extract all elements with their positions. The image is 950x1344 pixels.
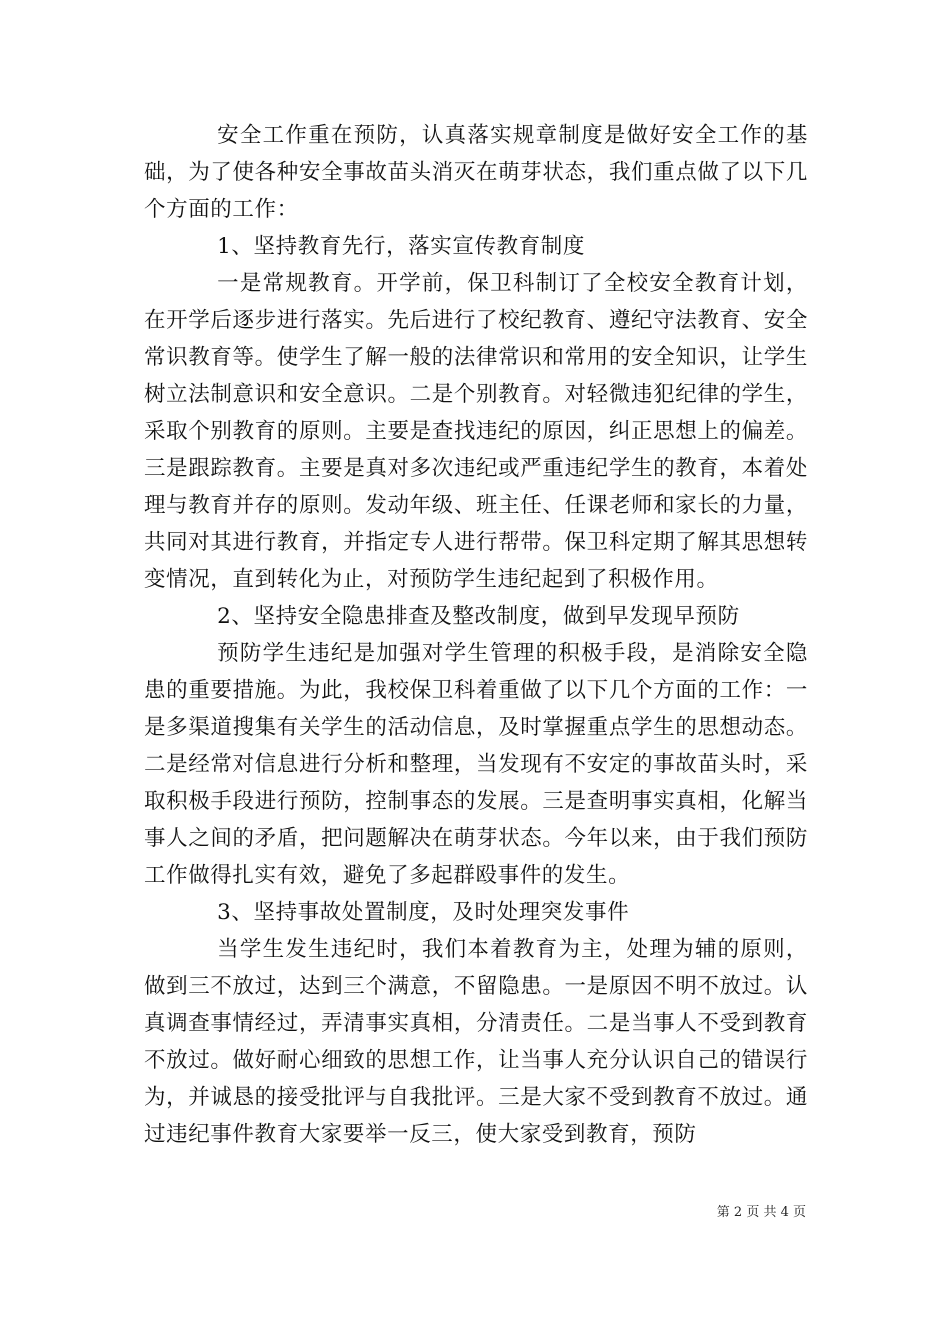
page-number-footer: 第 2 页 共 4 页: [716, 1205, 806, 1220]
section-heading-1: 1、坚持教育先行，落实宣传教育制度: [217, 234, 585, 259]
intro-paragraph: 安全工作重在预防，认真落实规章制度是做好安全工作的基础，为了使各种安全事故苗头消灭在萌芽状态，我们重点做了以下几个方面的工作：: [144, 123, 808, 222]
section-body-1: 一是常规教育。开学前，保卫科制订了全校安全教育计划，在开学后逐步进行落实。先后进行了校纪教育、遵纪守法教育、安全常识教育等。使学生了解一般的法律常识和常用的安全知识，让学生树立法制意识和安全意识。二是个别教育。对轻微违犯纪律的学生，采取个别教育的原则。主要是查找违纪的原因，纠正思想上的偏差。三是跟踪教育。主要是真对多次违纪或严重违纪学生的教育，本着处理与教育并存的原则。发动年级、班主任、任课老师和家长的力量，共同对其进行教育，并指定专人进行帮带。保卫科定期了解其思想转变情况，直到转化为止，对预防学生违纪起到了积极作用。: [144, 271, 808, 592]
section-body-3: 当学生发生违纪时，我们本着教育为主，处理为辅的原则，做到三不放过，达到三个满意，不留隐患。一是原因不明不放过。认真调查事情经过，弄清事实真相，分清责任。二是当事人不受到教育不放过。做好耐心细致的思想工作，让当事人充分认识自己的错误行为，并诚恳的接受批评与自我批评。三是大家不受到教育不放过。通过违纪事件教育大家要举一反三，使大家受到教育，预防: [144, 937, 808, 1147]
section-body-2: 预防学生违纪是加强对学生管理的积极手段，是消除安全隐患的重要措施。为此，我校保卫科着重做了以下几个方面的工作：一是多渠道搜集有关学生的活动信息，及时掌握重点学生的思想动态。二是经常对信息进行分析和整理，当发现有不安定的事故苗头时，采取积极手段进行预防，控制事态的发展。三是查明事实真相，化解当事人之间的矛盾，把问题解决在萌芽状态。今年以来，由于我们预防工作做得扎实有效，避免了多起群殴事件的发生。: [144, 641, 808, 888]
section-heading-3: 3、坚持事故处置制度，及时处理突发事件: [217, 900, 630, 925]
section-heading-2: 2、坚持安全隐患排查及整改制度，做到早发现早预防: [217, 604, 740, 629]
document-body: [144, 117, 808, 1153]
